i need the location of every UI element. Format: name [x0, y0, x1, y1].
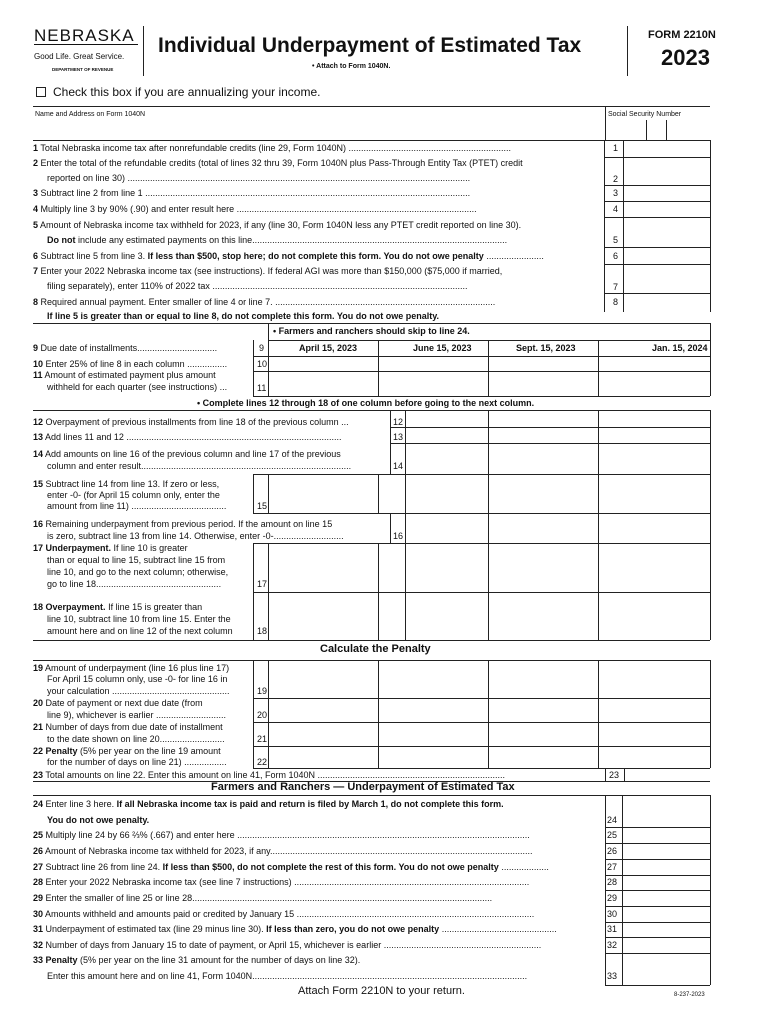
line-23-amount[interactable]: [625, 769, 710, 781]
line-1: 1 Total Nebraska income tax after nonrefundable credits (line 29, Form 1040N) .................................................................: [33, 143, 512, 153]
line-6-amount[interactable]: [624, 248, 710, 264]
line-13: 13 Add lines 11 and 12 ......................................................................................: [33, 432, 342, 442]
line-5-amount[interactable]: [624, 218, 710, 247]
line-22: 22 Penalty (5% per year on the line 19 amount: [33, 746, 221, 756]
line-26: 26 Amount of Nebraska income tax withheld for 2023, if any.........................................................................................................: [33, 846, 533, 856]
line-4: 4 Multiply line 3 by 90% (.90) and enter result here ................................................................................................: [33, 204, 477, 214]
line-7-amount[interactable]: [624, 265, 710, 293]
line-28: 28 Enter your 2022 Nebraska income tax (see line 7 instructions) ..............................................................................................: [33, 877, 530, 887]
line-32: 32 Number of days from January 15 to date of payment, or April 15, whichever is earlier ...............................................................: [33, 940, 542, 950]
part3-amount-column[interactable]: [623, 796, 710, 984]
due-date-jan: Jan. 15, 2024: [652, 343, 708, 353]
line-19: 19 Amount of underpayment (line 16 plus line 17): [33, 663, 230, 673]
line-30: 30 Amounts withheld and amounts paid or credited by January 15 ...............................................................................................: [33, 909, 535, 919]
line-3-amount[interactable]: [624, 186, 710, 201]
due-date-sept: Sept. 15, 2023: [516, 343, 576, 353]
line-23: 23 Total amounts on line 22. Enter this amount on line 41, Form 1040N ...........................................................................: [33, 770, 506, 780]
line-31: 31 Underpayment of estimated tax (line 29 minus line 30). If less than zero, you do not owe penalty ..............................................: [33, 924, 557, 934]
form-id: FORM 2210N: [648, 29, 716, 41]
line-17: 17 Underpayment. If line 10 is greater: [33, 543, 188, 553]
logo-tagline: Good Life. Great Service.: [34, 52, 125, 61]
line-10: 10 Enter 25% of line 8 in each column ................: [33, 359, 228, 369]
name-address-label: Name and Address on Form 1040N: [35, 111, 146, 118]
form-year: 2023: [661, 45, 710, 70]
ssn-field[interactable]: [606, 119, 710, 140]
ssn-label: Social Security Number: [608, 111, 682, 118]
due-date-april: April 15, 2023: [299, 343, 358, 353]
line-7: 7 Enter your 2022 Nebraska income tax (see instructions). If federal AGI was more than $150,000 ($75,000 if married,: [33, 266, 503, 276]
line-2: 2 Enter the total of the refundable credits (total of lines 32 thru 39, Form 1040N plus Pass-Through Entity Tax (PTET) credit: [33, 158, 523, 168]
footer-attach: Attach Form 2210N to your return.: [298, 985, 465, 997]
line-11: 11 Amount of estimated payment plus amount: [33, 370, 216, 380]
line-16: 16 Remaining underpayment from previous period. If the amount on line 15: [33, 519, 333, 529]
line-4-amount[interactable]: [624, 202, 710, 217]
line-2-amount[interactable]: [624, 158, 710, 185]
annualizing-checkbox[interactable]: [36, 87, 46, 97]
line-27: 27 Subtract line 26 from line 24. If less than $500, do not complete the rest of this form. You do not owe penalty ...................: [33, 862, 549, 872]
penalty-heading: Calculate the Penalty: [320, 643, 431, 655]
form-title: Individual Underpayment of Estimated Tax: [158, 34, 582, 57]
line-24: 24 Enter line 3 here. If all Nebraska income tax is paid and return is filed by March 1, do not complete this form.: [33, 799, 504, 809]
annualizing-label: Check this box if you are annualizing your income.: [53, 85, 321, 99]
complete-note: • Complete lines 12 through 18 of one column before going to the next column.: [197, 398, 535, 408]
line-8-amount[interactable]: [624, 294, 710, 312]
line-29: 29 Enter the smaller of line 25 or line 28........................................................................................................................: [33, 893, 493, 903]
line-8: 8 Required annual payment. Enter smaller of line 4 or line 7. ........................................................................................: [33, 297, 496, 307]
line-20: 20 Date of payment or next due date (from: [33, 698, 203, 708]
line-8-note: If line 5 is greater than or equal to line 8, do not complete this form. You do not owe penalty.: [47, 311, 440, 321]
logo-state: NEBRASKA: [34, 26, 135, 45]
line-15: 15 Subtract line 14 from line 13. If zero or less,: [33, 479, 220, 489]
line-18: 18 Overpayment. If line 15 is greater than: [33, 602, 203, 612]
line-9: 9 Due date of installments................................: [33, 343, 218, 353]
line-1-amount[interactable]: [624, 141, 710, 157]
line-3: 3 Subtract line 2 from line 1 ..................................................................................................................................: [33, 188, 471, 198]
farmers-skip-note: • Farmers and ranchers should skip to line 24.: [273, 326, 470, 336]
line-14: 14 Add amounts on line 16 of the previous column and line 17 of the previous: [33, 449, 341, 459]
line-12: 12 Overpayment of previous installments from line 18 of the previous column ...: [33, 417, 349, 427]
logo-dept: DEPARTMENT OF REVENUE: [52, 67, 114, 72]
line-25: 25 Multiply line 24 by 66 ⅔% (.667) and enter here .....................................................................................................................: [33, 830, 530, 840]
attach-note: • Attach to Form 1040N.: [312, 63, 391, 70]
due-date-june: June 15, 2023: [413, 343, 472, 353]
line-5: 5 Amount of Nebraska income tax withheld for 2023, if any (line 30, Form 1040N less any PTET credit reported on line 30).: [33, 220, 522, 230]
line-21: 21 Number of days from due date of installment: [33, 722, 223, 732]
line-33: 33 Penalty (5% per year on the line 31 amount for the number of days on line 32).: [33, 955, 361, 965]
footer-code: 8-237-2023: [674, 992, 705, 998]
farmers-heading: Farmers and Ranchers — Underpayment of Estimated Tax: [211, 781, 515, 793]
line-6: 6 Subtract line 5 from line 3. If less than $500, stop here; do not complete this form. You do not owe penalty .......................: [33, 251, 544, 261]
name-address-field[interactable]: [33, 107, 605, 140]
